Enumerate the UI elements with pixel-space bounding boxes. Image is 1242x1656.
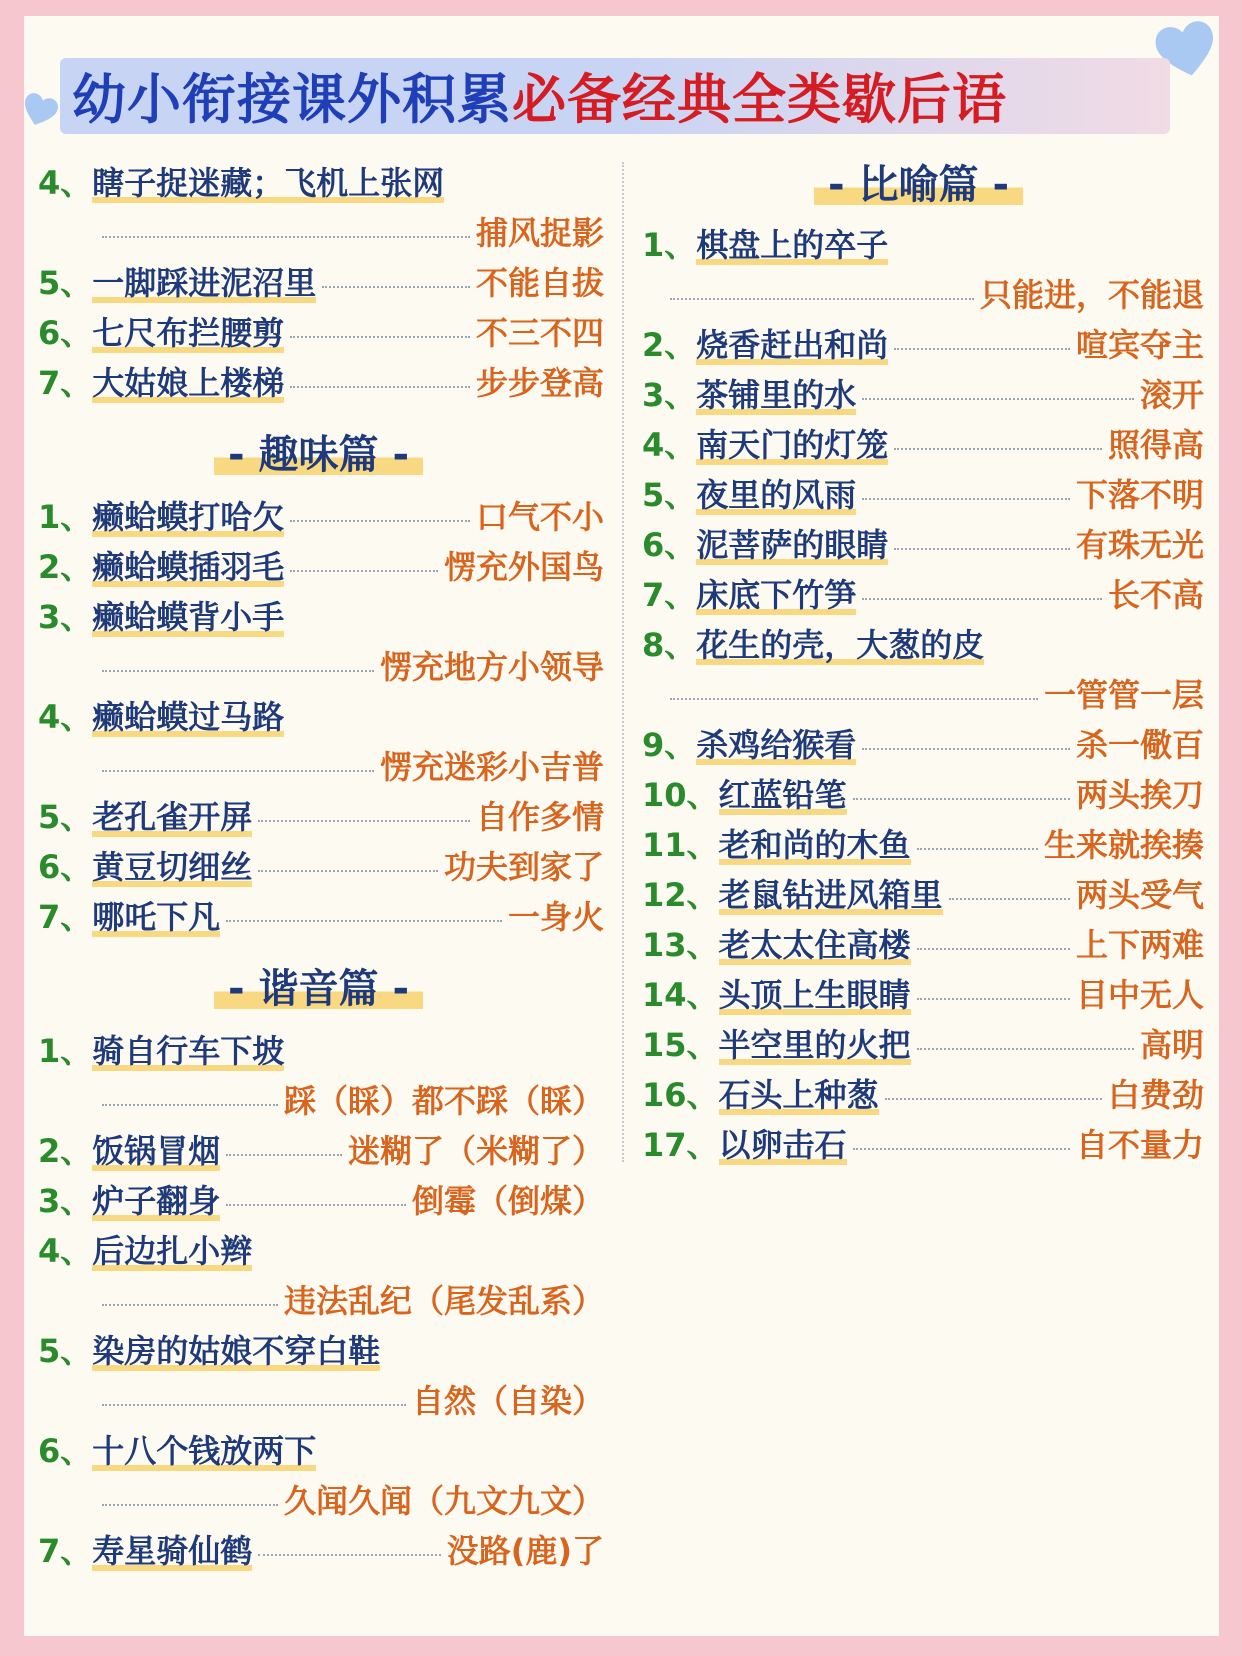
item-number: 3、 bbox=[38, 598, 93, 636]
dotted-leader bbox=[226, 1154, 342, 1156]
saying-answer: 不三不四 bbox=[475, 314, 604, 352]
section-heading-fun bbox=[38, 408, 604, 492]
dotted-leader bbox=[290, 520, 470, 522]
saying-line bbox=[642, 970, 1204, 1020]
saying-answer: 一管管一层 bbox=[1043, 676, 1204, 714]
item-number: 16、 bbox=[642, 1076, 719, 1114]
metaphor-list bbox=[642, 220, 1204, 1170]
saying-line bbox=[38, 592, 604, 642]
saying-answer-line bbox=[642, 270, 1204, 320]
item-number: 10、 bbox=[642, 776, 719, 814]
saying-line bbox=[38, 1226, 604, 1276]
item-number: 8、 bbox=[642, 626, 697, 664]
saying-line bbox=[38, 1426, 604, 1476]
dotted-leader bbox=[102, 1104, 278, 1106]
saying-answer-line bbox=[642, 670, 1204, 720]
saying-first-part: 床底下竹笋 bbox=[696, 570, 856, 620]
item-number: 4、 bbox=[38, 164, 93, 202]
saying-first-part: 十八个钱放两下 bbox=[92, 1426, 316, 1476]
saying-first-part: 烧香赶出和尚 bbox=[696, 320, 888, 370]
saying-answer: 违法乱纪（尾发乱系） bbox=[283, 1282, 604, 1320]
dotted-leader bbox=[885, 1098, 1102, 1100]
item-number: 6、 bbox=[38, 314, 93, 352]
saying-line bbox=[38, 158, 604, 208]
saying-line bbox=[38, 892, 604, 942]
saying-first-part: 泥菩萨的眼睛 bbox=[696, 520, 888, 570]
saying-answer: 功夫到家了 bbox=[443, 848, 604, 886]
dotted-leader bbox=[102, 1304, 278, 1306]
saying-answer: 倒霉（倒煤） bbox=[411, 1182, 604, 1220]
saying-first-part: 大姑娘上楼梯 bbox=[92, 358, 284, 408]
saying-first-part: 老鼠钻进风箱里 bbox=[719, 870, 943, 920]
saying-line bbox=[38, 792, 604, 842]
saying-first-part: 头顶上生眼睛 bbox=[719, 970, 911, 1020]
fun-list bbox=[38, 492, 604, 942]
item-number: 4、 bbox=[642, 426, 697, 464]
dotted-leader bbox=[862, 498, 1070, 500]
saying-line bbox=[38, 492, 604, 542]
saying-answer: 白费劲 bbox=[1107, 1076, 1204, 1114]
dotted-leader bbox=[102, 1404, 406, 1406]
dotted-leader bbox=[917, 848, 1038, 850]
saying-line bbox=[38, 692, 604, 742]
saying-answer: 两头挨刀 bbox=[1075, 776, 1204, 814]
saying-answer: 愣充迷彩小吉普 bbox=[379, 748, 604, 786]
saying-answer: 迷糊了（米糊了） bbox=[347, 1132, 604, 1170]
dotted-leader bbox=[102, 670, 374, 672]
saying-answer: 愣充外国鸟 bbox=[443, 548, 604, 586]
saying-line bbox=[38, 1326, 604, 1376]
saying-first-part: 寿星骑仙鹤 bbox=[92, 1526, 252, 1576]
saying-line bbox=[642, 370, 1204, 420]
saying-first-part: 癞蛤蟆过马路 bbox=[92, 692, 284, 742]
dotted-leader bbox=[949, 898, 1070, 900]
saying-answer: 踩（睬）都不踩（睬） bbox=[283, 1082, 604, 1120]
right-column bbox=[642, 158, 1204, 1170]
saying-first-part: 棋盘上的卒子 bbox=[696, 220, 888, 270]
item-number: 5、 bbox=[38, 798, 93, 836]
saying-answer: 不能自拔 bbox=[475, 264, 604, 302]
item-number: 7、 bbox=[38, 364, 93, 402]
dotted-leader bbox=[102, 1504, 278, 1506]
saying-first-part: 癞蛤蟆背小手 bbox=[92, 592, 284, 642]
saying-first-part: 一脚踩进泥沼里 bbox=[92, 258, 316, 308]
dotted-leader bbox=[102, 236, 470, 238]
item-number: 11、 bbox=[642, 826, 719, 864]
saying-first-part: 杀鸡给猴看 bbox=[696, 720, 856, 770]
saying-answer: 只能进，不能退 bbox=[979, 276, 1204, 314]
dotted-leader bbox=[290, 570, 438, 572]
saying-answer: 喧宾夺主 bbox=[1075, 326, 1204, 364]
dotted-leader bbox=[917, 948, 1070, 950]
dotted-leader bbox=[102, 770, 374, 772]
column-divider bbox=[622, 162, 624, 1162]
item-number: 17、 bbox=[642, 1126, 719, 1164]
saying-line bbox=[642, 320, 1204, 370]
item-number: 13、 bbox=[642, 926, 719, 964]
page-title: 幼小衔接课外积累必备经典全类歇后语 bbox=[72, 68, 1007, 131]
saying-first-part: 饭锅冒烟 bbox=[92, 1126, 220, 1176]
item-number: 2、 bbox=[642, 326, 697, 364]
item-number: 4、 bbox=[38, 698, 93, 736]
saying-line bbox=[642, 720, 1204, 770]
saying-line bbox=[38, 1526, 604, 1576]
saying-answer: 口气不小 bbox=[475, 498, 604, 536]
saying-answer-line bbox=[38, 742, 604, 792]
saying-answer: 步步登高 bbox=[475, 364, 604, 402]
section-heading-homophone bbox=[38, 942, 604, 1026]
homophone-list bbox=[38, 1026, 604, 1576]
dotted-leader bbox=[917, 998, 1070, 1000]
dotted-leader bbox=[258, 820, 470, 822]
saying-answer: 有珠无光 bbox=[1075, 526, 1204, 564]
saying-line bbox=[642, 470, 1204, 520]
saying-first-part: 癞蛤蟆插羽毛 bbox=[92, 542, 284, 592]
saying-answer: 杀一儆百 bbox=[1075, 726, 1204, 764]
saying-first-part: 老和尚的木鱼 bbox=[719, 820, 911, 870]
item-number: 5、 bbox=[642, 476, 697, 514]
intro-list bbox=[38, 158, 604, 408]
saying-answer: 目中无人 bbox=[1075, 976, 1204, 1014]
saying-answer-line bbox=[38, 1076, 604, 1126]
item-number: 7、 bbox=[38, 1532, 93, 1570]
saying-line bbox=[642, 1120, 1204, 1170]
section-title: - 谐音篇 - bbox=[214, 964, 423, 1014]
saying-line bbox=[642, 870, 1204, 920]
saying-line bbox=[38, 842, 604, 892]
dotted-leader bbox=[290, 386, 470, 388]
dotted-leader bbox=[853, 798, 1070, 800]
saying-first-part: 老孔雀开屏 bbox=[92, 792, 252, 842]
item-number: 5、 bbox=[38, 1332, 93, 1370]
item-number: 14、 bbox=[642, 976, 719, 1014]
item-number: 5、 bbox=[38, 264, 93, 302]
dotted-leader bbox=[917, 1048, 1134, 1050]
saying-line bbox=[642, 770, 1204, 820]
left-column bbox=[38, 158, 604, 1576]
saying-first-part: 茶铺里的水 bbox=[696, 370, 856, 420]
saying-first-part: 花生的壳，大葱的皮 bbox=[696, 620, 984, 670]
dotted-leader bbox=[258, 870, 438, 872]
saying-answer-line bbox=[38, 1476, 604, 1526]
saying-answer-line bbox=[38, 1376, 604, 1426]
saying-line bbox=[642, 220, 1204, 270]
saying-answer: 两头受气 bbox=[1075, 876, 1204, 914]
saying-answer: 自然（自染） bbox=[411, 1382, 604, 1420]
saying-first-part: 哪吒下凡 bbox=[92, 892, 220, 942]
saying-first-part: 以卵击石 bbox=[719, 1120, 847, 1170]
saying-line bbox=[38, 542, 604, 592]
item-number: 1、 bbox=[38, 498, 93, 536]
saying-line bbox=[642, 1070, 1204, 1120]
dotted-leader bbox=[670, 698, 1038, 700]
dotted-leader bbox=[258, 1554, 440, 1556]
saying-answer-line bbox=[38, 642, 604, 692]
dotted-leader bbox=[894, 548, 1070, 550]
saying-first-part: 后边扎小辫 bbox=[92, 1226, 252, 1276]
saying-answer: 上下两难 bbox=[1075, 926, 1204, 964]
dotted-leader bbox=[853, 1148, 1070, 1150]
saying-answer: 没路(鹿)了 bbox=[446, 1532, 604, 1570]
saying-line bbox=[38, 1176, 604, 1226]
item-number: 2、 bbox=[38, 1132, 93, 1170]
saying-line bbox=[38, 258, 604, 308]
section-title: - 趣味篇 - bbox=[214, 430, 423, 480]
saying-line bbox=[642, 620, 1204, 670]
saying-first-part: 南天门的灯笼 bbox=[696, 420, 888, 470]
saying-answer: 照得高 bbox=[1107, 426, 1204, 464]
saying-line bbox=[642, 570, 1204, 620]
saying-answer: 长不高 bbox=[1107, 576, 1204, 614]
item-number: 6、 bbox=[642, 526, 697, 564]
saying-line bbox=[38, 358, 604, 408]
saying-answer: 下落不明 bbox=[1075, 476, 1204, 514]
saying-first-part: 七尺布拦腰剪 bbox=[92, 308, 284, 358]
saying-line bbox=[38, 1126, 604, 1176]
saying-answer: 愣充地方小领导 bbox=[379, 648, 604, 686]
saying-first-part: 黄豆切细丝 bbox=[92, 842, 252, 892]
dotted-leader bbox=[894, 348, 1070, 350]
section-title: - 比喻篇 - bbox=[814, 160, 1023, 210]
item-number: 7、 bbox=[38, 898, 93, 936]
saying-answer-line bbox=[38, 208, 604, 258]
saying-answer: 滚开 bbox=[1139, 376, 1204, 414]
item-number: 9、 bbox=[642, 726, 697, 764]
dotted-leader bbox=[862, 598, 1102, 600]
saying-line bbox=[642, 520, 1204, 570]
saying-answer-line bbox=[38, 1276, 604, 1326]
saying-first-part: 炉子翻身 bbox=[92, 1176, 220, 1226]
saying-answer: 捕风捉影 bbox=[475, 214, 604, 252]
saying-first-part: 红蓝铅笔 bbox=[719, 770, 847, 820]
dotted-leader bbox=[226, 920, 502, 922]
dotted-leader bbox=[322, 286, 470, 288]
saying-answer: 久闻久闻（九文九文） bbox=[283, 1482, 604, 1520]
saying-answer: 生来就挨揍 bbox=[1043, 826, 1204, 864]
saying-first-part: 石头上种葱 bbox=[719, 1070, 879, 1120]
saying-first-part: 骑自行车下坡 bbox=[92, 1026, 284, 1076]
saying-line bbox=[642, 920, 1204, 970]
item-number: 2、 bbox=[38, 548, 93, 586]
section-heading-metaphor bbox=[642, 158, 1204, 220]
saying-answer: 一身火 bbox=[507, 898, 604, 936]
item-number: 6、 bbox=[38, 1432, 93, 1470]
item-number: 15、 bbox=[642, 1026, 719, 1064]
saying-line bbox=[38, 1026, 604, 1076]
saying-first-part: 染房的姑娘不穿白鞋 bbox=[92, 1326, 380, 1376]
saying-line bbox=[38, 308, 604, 358]
item-number: 3、 bbox=[38, 1182, 93, 1220]
heart-icon bbox=[20, 92, 60, 128]
saying-first-part: 瞎子捉迷藏；飞机上张网 bbox=[92, 158, 444, 208]
saying-answer: 自作多情 bbox=[475, 798, 604, 836]
saying-answer: 自不量力 bbox=[1075, 1126, 1204, 1164]
saying-first-part: 半空里的火把 bbox=[719, 1020, 911, 1070]
saying-first-part: 癞蛤蟆打哈欠 bbox=[92, 492, 284, 542]
dotted-leader bbox=[226, 1204, 406, 1206]
item-number: 1、 bbox=[642, 226, 697, 264]
item-number: 7、 bbox=[642, 576, 697, 614]
saying-answer: 高明 bbox=[1139, 1026, 1204, 1064]
dotted-leader bbox=[290, 336, 470, 338]
saying-first-part: 夜里的风雨 bbox=[696, 470, 856, 520]
item-number: 4、 bbox=[38, 1232, 93, 1270]
saying-line bbox=[642, 820, 1204, 870]
item-number: 6、 bbox=[38, 848, 93, 886]
saying-first-part: 老太太住高楼 bbox=[719, 920, 911, 970]
item-number: 3、 bbox=[642, 376, 697, 414]
item-number: 1、 bbox=[38, 1032, 93, 1070]
dotted-leader bbox=[862, 748, 1070, 750]
dotted-leader bbox=[670, 298, 974, 300]
saying-line bbox=[642, 1020, 1204, 1070]
dotted-leader bbox=[894, 448, 1102, 450]
item-number: 12、 bbox=[642, 876, 719, 914]
saying-line bbox=[642, 420, 1204, 470]
dotted-leader bbox=[862, 398, 1134, 400]
